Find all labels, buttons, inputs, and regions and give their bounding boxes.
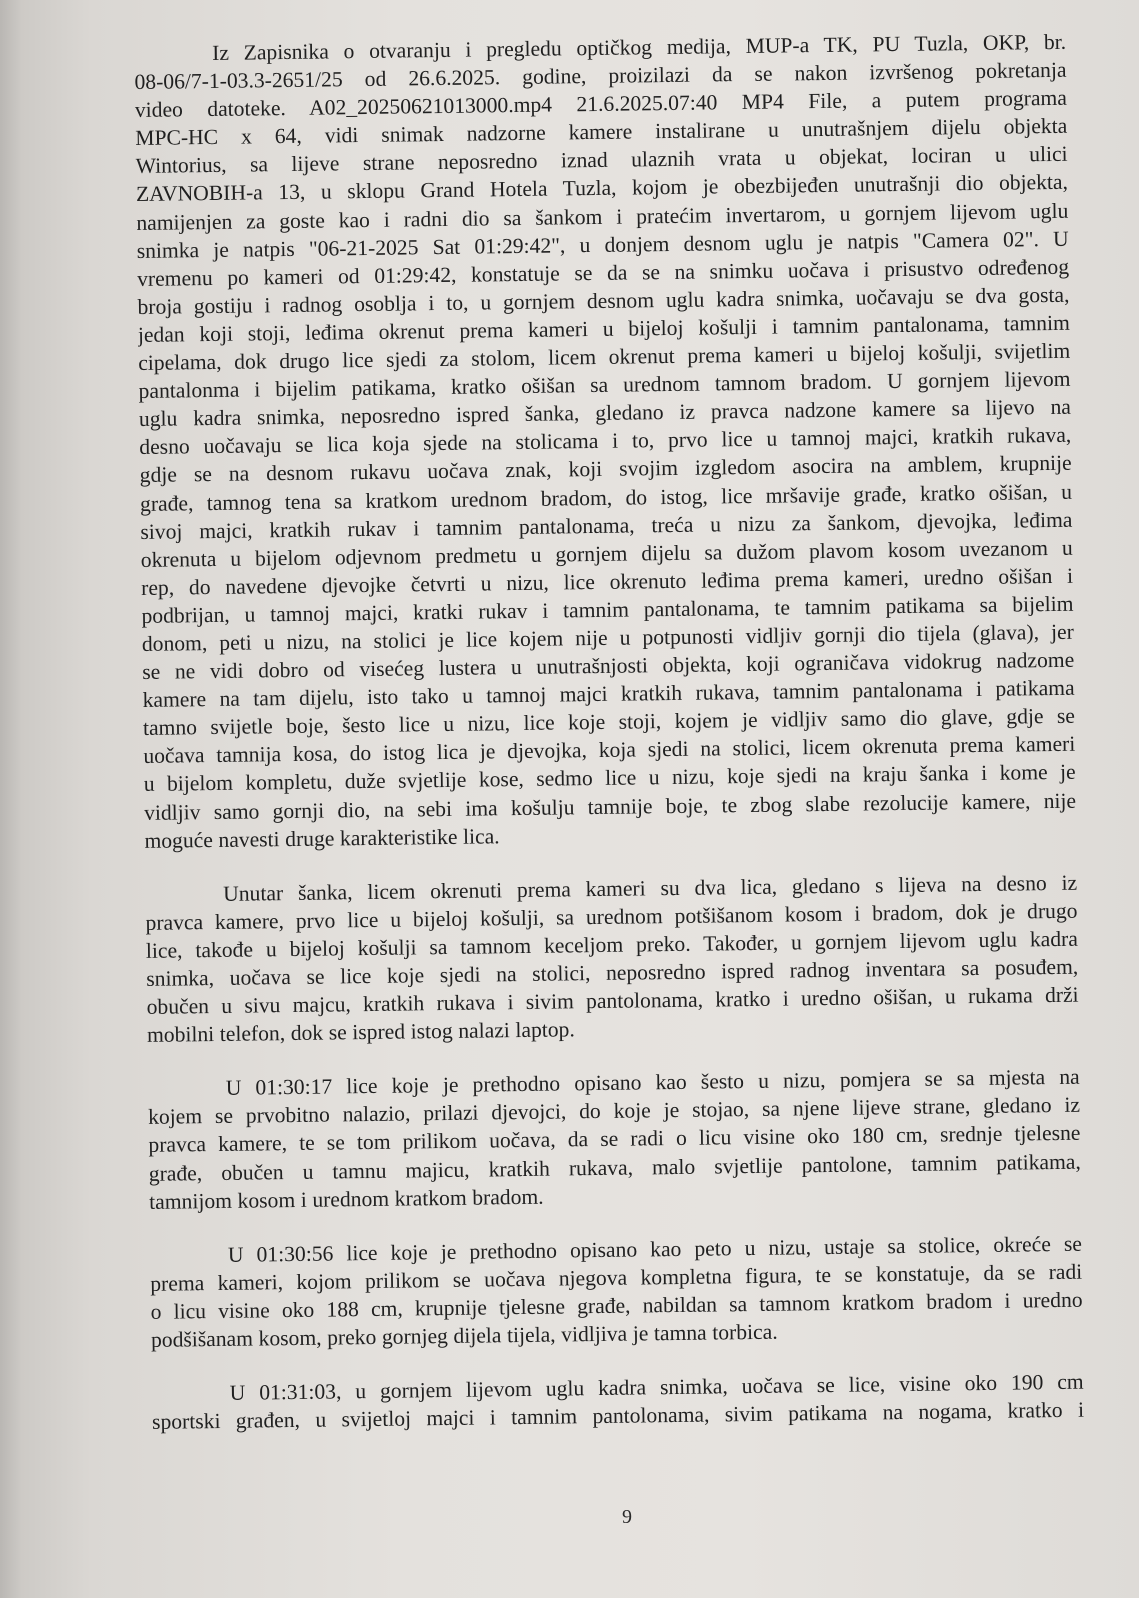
text-line: vremenu po kameri od 01:29:42, konstatuje se da se na snimku uočava i prisustvo određenog <box>136 254 1070 291</box>
text-line: tamnijom kosom i urednom kratkom bradom. <box>149 1184 544 1214</box>
text-line: 08-06/7-1-03.3-2651/25 od 26.6.2025. godine, proizilazi da se nakon izvršenog pokretanja <box>134 57 1067 95</box>
text-line: donom, peti u nizu, na stolici je lice kojem nije u potpunosti vidljiv gornji dio tijela (glava), jer <box>141 619 1074 656</box>
text-line: u bijelom kompletu, duže svjetlije kose, sedmo lice u nizu, koje sjedi na kraju šanka i kome je <box>143 760 1076 797</box>
paragraph-3 <box>148 1063 1082 1216</box>
text-line: Unutar šanka, licem okrenuti prema kameri su dva lica, gledano s lijeva na desno iz <box>223 870 1078 906</box>
text-line: desno uočavaju se lica koja sjede na stolicama i to, prvo lice u tamnoj majci, kratkih rukava, <box>139 423 1072 460</box>
text-line: obučen u sivu majcu, kratkih rukava i sivim pantolonama, kratko i uredno ošišan, u rukama drži <box>146 982 1079 1020</box>
paragraph-5 <box>152 1368 1085 1436</box>
text-line: kojem se prvobitno nalazio, prilazi djevojci, do koje je stojao, sa njene lijeve strane, gledano iz <box>147 1093 1081 1130</box>
text-line: kamere na tam dijelu, isto tako u tamnoj majci kratkih rukava, tamnim pantalonama i patikama <box>142 675 1075 713</box>
text-line: sportski građen, u svijetloj majci i tamnim pantolonama, sivim patikama na nogama, kratko i <box>151 1397 1085 1435</box>
text-line: Iz Zapisnika o otvaranju i pregledu optičkog medija, MUP-a TK, PU Tuzla, OKP, br. <box>212 29 1067 65</box>
text-line: pravca kamere, prvo lice u bijeloj košulji, sa urednom potšišanom kosom i bradom, dok je drugo <box>145 898 1078 935</box>
text-line: MPC-HC x 64, vidi snimak nadzorne kamere instalirane u unutrašnjem dijelu objekta <box>135 114 1068 151</box>
paragraph-2 <box>145 868 1079 1049</box>
text-line: rep, do navedene djevojke četvrti u nizu, lice okrenuto leđima prema kameri, uredno ošišan i <box>141 563 1074 600</box>
text-line: vidljiv samo gornji dio, na sebi ima košulju tamnije boje, te zbog slabe rezolucije kamere, nije <box>143 788 1077 825</box>
text-line: građe, tamnog tena sa kratkom urednom bradom, do istog, lice mršavije građe, kratko ošišan, u <box>139 479 1073 516</box>
document-body <box>134 28 1084 1436</box>
text-line: pravca kamere, te se tom prilikom uočava, da se radi o licu visine oko 180 cm, srednje tjelesne <box>148 1121 1081 1158</box>
paragraph-1 <box>134 28 1077 855</box>
text-line: građe, obučen u tamnu majicu, kratkih rukava, malo svjetlije pantolone, tamnim patikama, <box>148 1149 1081 1186</box>
text-line: podšišanam kosom, preko gornjeg dijela tijela, vidljiva je tamna torbica. <box>150 1319 778 1352</box>
text-line: mobilni telefon, dok se ispred istog nalazi laptop. <box>146 1017 575 1048</box>
text-line: snimka, uočava se lice koje sjedi na stolici, neposredno ispred radnog inventara sa posuđem, <box>146 954 1079 991</box>
text-line: podbrijan, u tamnoj majci, kratki rukav i tamnim pantalonama, te tamnim patikama sa bijelim <box>141 591 1074 628</box>
text-line: se ne vidi dobro od visećeg lustera u unutrašnjosti objekta, koji ograničava vidokrug nadzome <box>142 647 1075 685</box>
text-line: ZAVNOBIH-a 13, u sklopu Grand Hotela Tuzla, kojom je obezbijeđen unutrašnji dio objekta, <box>135 170 1069 207</box>
text-line: lice, takođe u bijeloj košulji sa tamnom keceljom preko. Također, u gornjem lijevom uglu kadra <box>145 926 1079 963</box>
text-line: o licu visine oko 188 cm, krupnije tjelesne građe, nabildan sa tamnom kratkom bradom i uredno <box>150 1287 1083 1324</box>
text-line: namijenjen za goste kao i radni dio sa šankom i pratećim invertarom, u gornjem lijevom uglu <box>136 198 1069 235</box>
text-line: uočava tamnija kosa, do istog lica je djevojka, koja sjedi na stolici, licem okrenuta prema kameri <box>143 732 1076 769</box>
text-line: Wintorius, sa lijeve strane neposredno iznad ulaznih vrata u objekat, lociran u ulici <box>135 142 1068 179</box>
page-number: 9 <box>622 1506 632 1528</box>
text-line: cipelama, dok drugo lice sjedi za stolom, licem okrenut prema kameri u bijeloj košulji, svijetlim <box>138 338 1071 376</box>
text-line: tamno svijetle boje, šesto lice u nizu, lice koje stoji, kojem je vidljiv samo dio glave, gdje se <box>142 703 1076 741</box>
text-line: jedan koji stoji, leđima okrenut prema kameri u bijeloj košulji i tamnim pantalonama, tamnim <box>137 310 1070 347</box>
text-line: okrenuta u bijelom odjevnom predmetu u gornjem dijelu sa dužom plavom kosom uvezanom u <box>140 535 1073 572</box>
text-line: U 01:31:03, u gornjem lijevom uglu kadra snimka, uočava se lice, visine oko 190 cm <box>229 1369 1084 1405</box>
text-line: U 01:30:56 lice koje je prethodno opisano kao peto u nizu, ustaje sa stolice, okreće se <box>227 1231 1082 1267</box>
paragraph-4 <box>150 1229 1083 1354</box>
text-line: pantalonma i bijelim patikama, kratko ošišan sa urednom tamnom bradom. U gornjem lijevom <box>138 366 1071 404</box>
text-line: sivoj majci, kratkih rukav i tamnim pantalonama, treća u nizu za šankom, djevojka, leđima <box>140 507 1073 544</box>
text-line: U 01:30:17 lice koje je prethodno opisano kao šesto u nizu, pomjera se sa mjesta na <box>225 1064 1080 1101</box>
text-line: gdje se na desnom rukavu uočava znak, koji svojim izgledom asocira na amblem, krupnije <box>139 451 1072 488</box>
page-edge-shadow <box>0 0 22 1598</box>
text-line: moguće navesti druge karakteristike lica. <box>144 823 500 853</box>
text-line: broja gostiju i radnog osoblja i to, u gornjem desnom uglu kadra snimka, uočavaju se dva gosta, <box>137 282 1070 319</box>
text-line: uglu kadra snimka, neposredno ispred šanka, gledano iz pravca nadzone kamere sa lijevo na <box>138 394 1072 432</box>
text-line: prema kameri, kojom prilikom se uočava njegova kompletna figura, te se konstatuje, da se radi <box>150 1259 1083 1296</box>
text-line: snimka je natpis "06-21-2025 Sat 01:29:42", u donjem desnom uglu je natpis "Camera 02". U <box>136 226 1069 263</box>
text-line: video datoteke. A02_20250621013000.mp4 21.6.2025.07:40 MP4 File, a putem programa <box>134 85 1067 123</box>
